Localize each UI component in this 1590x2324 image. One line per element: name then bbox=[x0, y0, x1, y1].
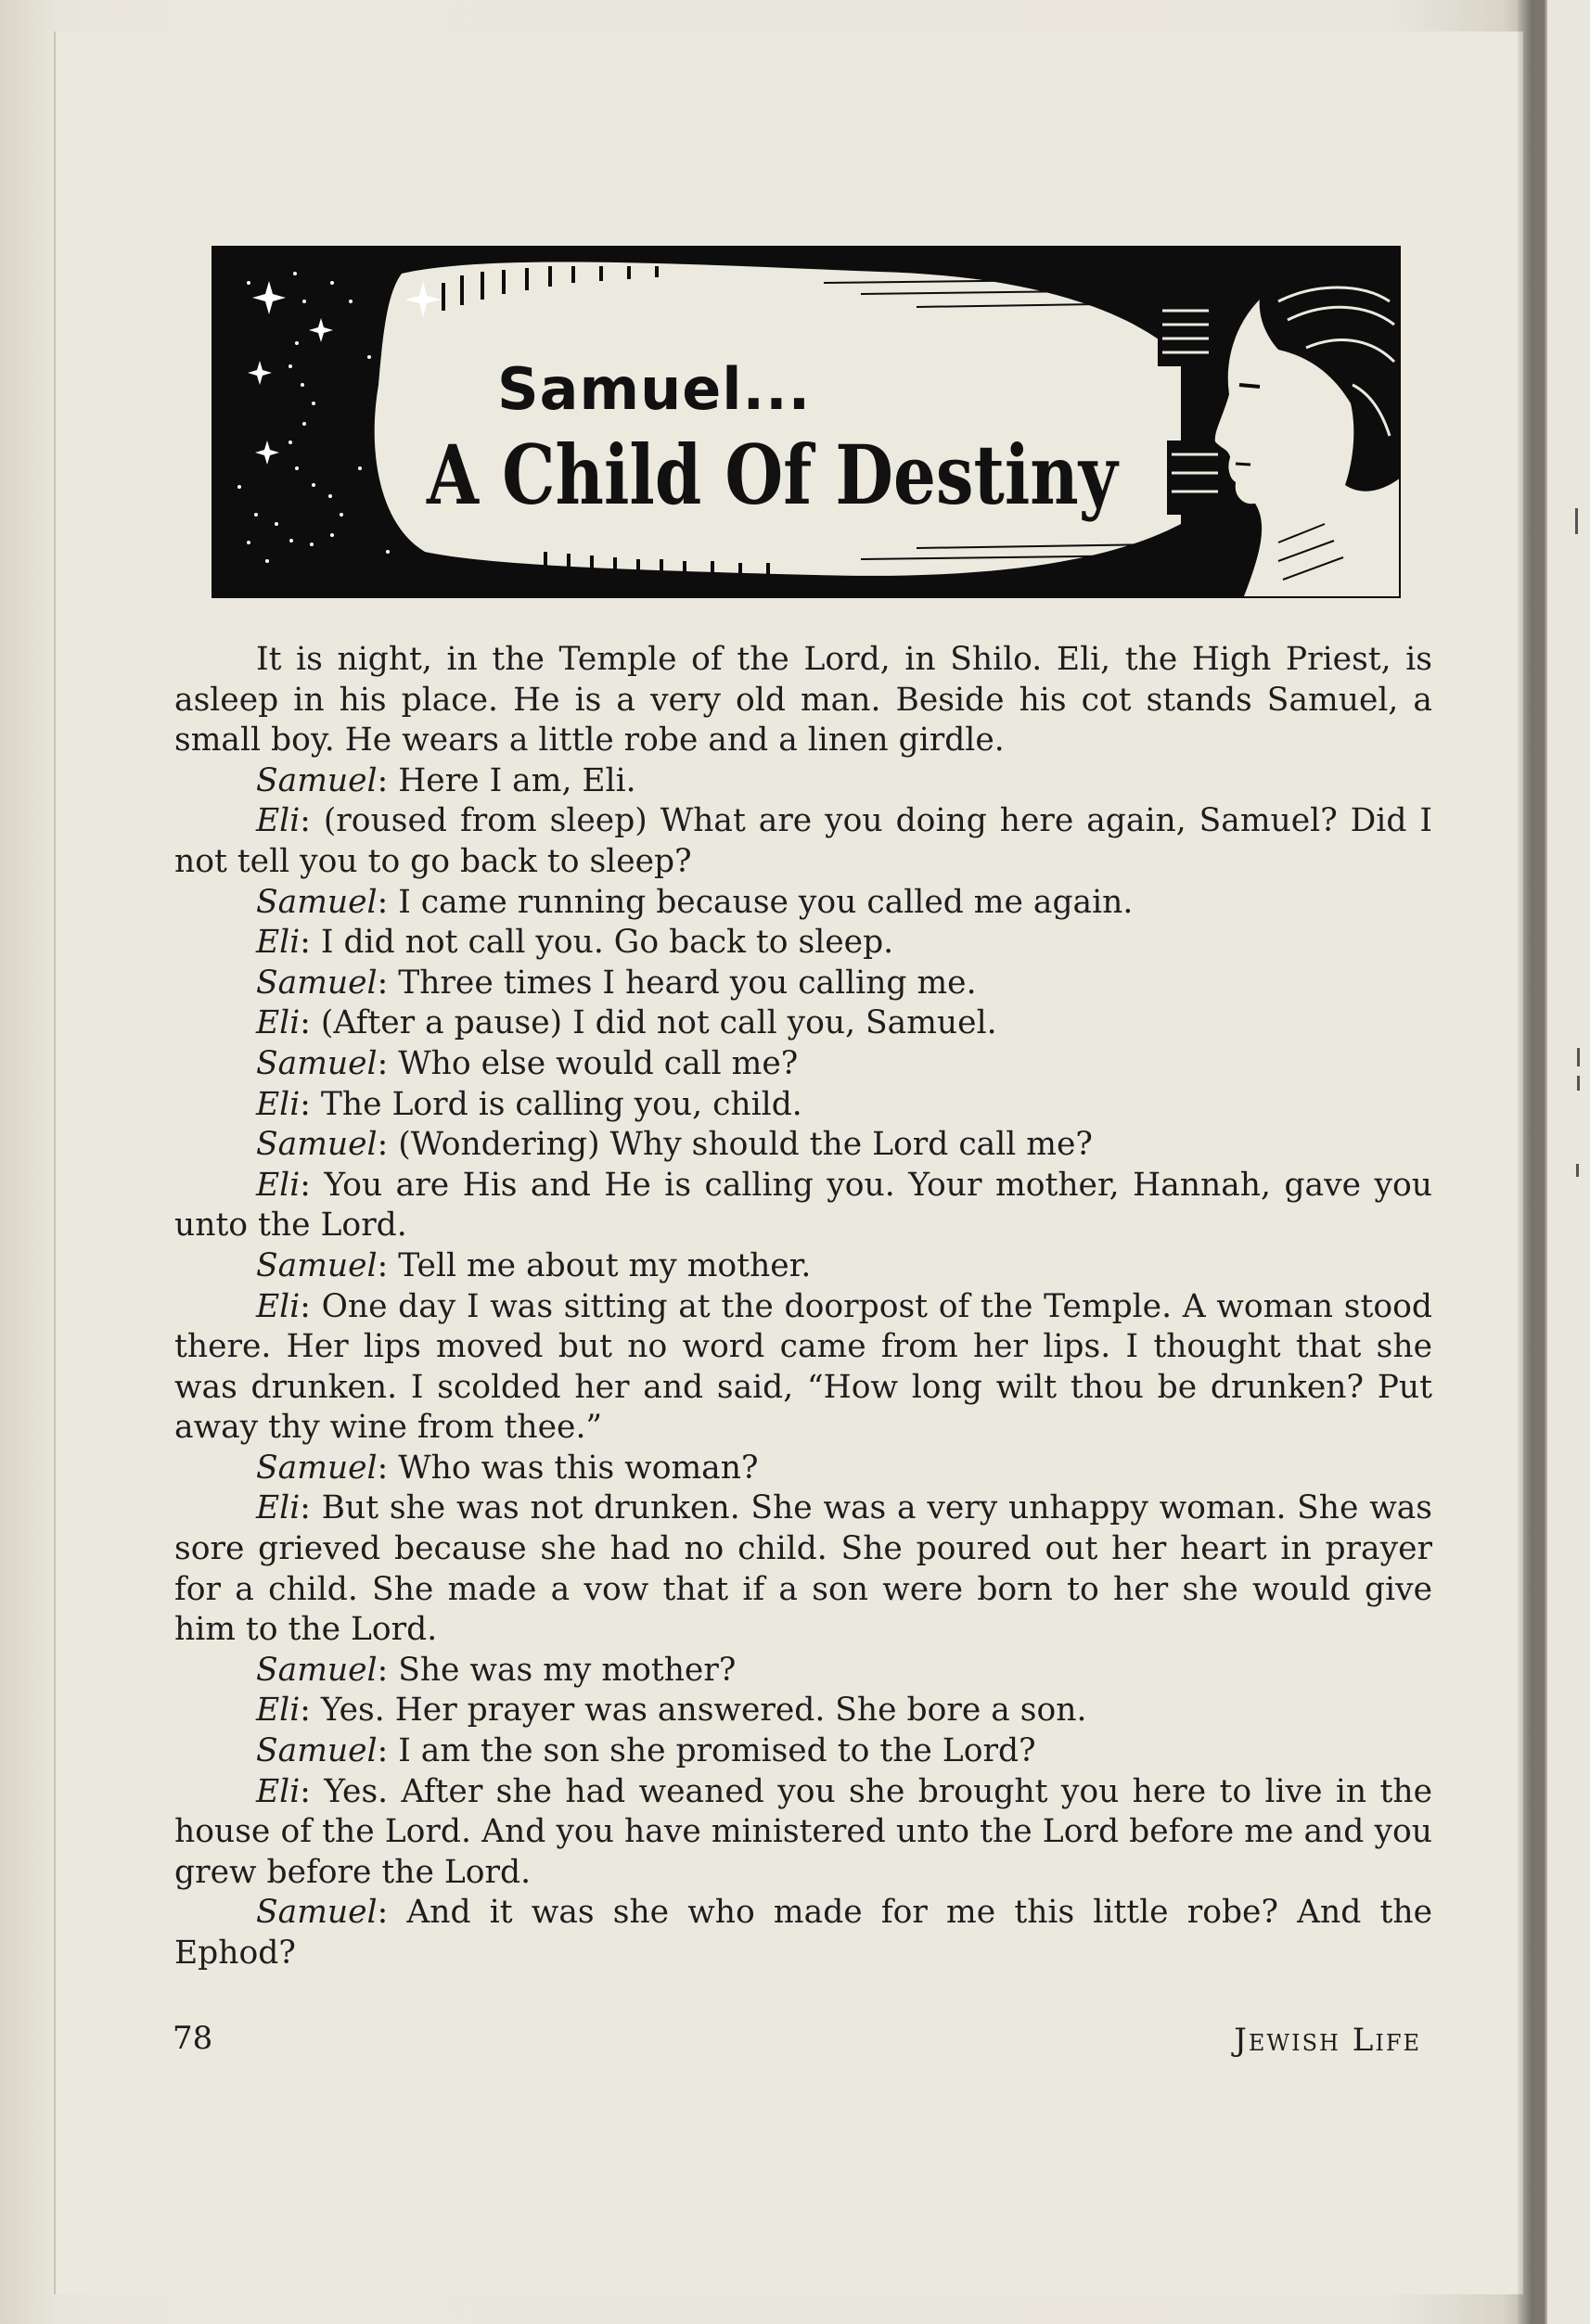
speaker-name: Eli bbox=[256, 1166, 301, 1204]
dialogue-line: Eli: Yes. Her prayer was answered. She bore a son. bbox=[256, 1692, 1087, 1730]
dialogue-text: (roused from sleep) What are you doing here again, Samuel? Did I not tell you to go back to sleep? bbox=[174, 802, 1433, 880]
dialogue-text: Three times I heard you calling me. bbox=[398, 964, 977, 1002]
speaker-name: Eli bbox=[256, 1489, 301, 1527]
dialogue-text: Who was this woman? bbox=[398, 1449, 759, 1487]
spine-shadow bbox=[1518, 0, 1545, 2324]
speaker-name: Samuel bbox=[256, 1651, 378, 1689]
dialogue-text: And it was she who made for me this little robe? And the Ephod? bbox=[174, 1894, 1432, 1972]
dialogue-line: Samuel: Three times I heard you calling me. bbox=[256, 964, 977, 1002]
dialogue-text: I did not call you. Go back to sleep. bbox=[320, 924, 894, 962]
dialogue-text: Who else would call me? bbox=[398, 1044, 799, 1082]
speaker-name: Eli bbox=[256, 1004, 301, 1042]
dialogue-line: Samuel: (Wondering) Why should the Lord call me? bbox=[256, 1126, 1093, 1164]
dialogue-text: I am the son she promised to the Lord? bbox=[398, 1732, 1036, 1770]
speaker-name: Samuel bbox=[256, 883, 378, 921]
speaker-name: Samuel bbox=[256, 1126, 378, 1164]
article-body bbox=[174, 640, 1432, 1974]
dialogue-line: Eli: But she was not drunken. She was a very unhappy woman. She was sore grieved because she had no child. She poured out her heart in prayer for a child. She made a vow that if a son were born to her she would give him to the Lord. bbox=[174, 1489, 1432, 1649]
dialogue-line: Samuel: Who else would call me? bbox=[256, 1044, 799, 1082]
dialogue-text: The Lord is calling you, child. bbox=[320, 1085, 802, 1123]
dialogue-line: Samuel: She was my mother? bbox=[256, 1651, 737, 1689]
dialogue-text: Yes. After she had weaned you she brought you here to live in the house of the Lord. And you have ministered unto the Lord before me and you grew before the Lord. bbox=[174, 1772, 1432, 1891]
dialogue-text: (After a pause) I did not call you, Samuel. bbox=[320, 1004, 997, 1042]
speaker-name: Eli bbox=[256, 1692, 301, 1730]
dialogue-line: Samuel: I came running because you called me again. bbox=[256, 883, 1134, 921]
dialogue-line: Eli: Yes. After she had weaned you she brought you here to live in the house of the Lord. And you have ministered unto the Lord before me and you grew before the Lord. bbox=[174, 1772, 1432, 1891]
intro-paragraph: It is night, in the Temple of the Lord, in Shilo. Eli, the High Priest, is asleep in his place. He is a very old man. Beside his cot stands Samuel, a small boy. He wears a little robe and a linen girdle. bbox=[174, 641, 1432, 760]
speaker-name: Samuel bbox=[256, 964, 378, 1002]
speaker-name: Samuel bbox=[256, 1732, 378, 1770]
title-banner bbox=[212, 246, 1401, 598]
page-number: 78 bbox=[173, 2020, 213, 2057]
speaker-name: Eli bbox=[256, 802, 301, 840]
dialogue-line: Eli: One day I was sitting at the doorpost of the Temple. A woman stood there. Her lips moved but no word came from her lips. I thought that she was drunken. I scolded her and said, “How long wilt thou be drunken? Put away thy wine from thee.” bbox=[174, 1287, 1432, 1447]
dialogue-text: Here I am, Eli. bbox=[398, 761, 636, 799]
publication-name: Jewish Life bbox=[1234, 2022, 1421, 2059]
dialogue-text: Tell me about my mother. bbox=[398, 1246, 812, 1284]
speaker-name: Samuel bbox=[256, 1044, 378, 1082]
speaker-name: Samuel bbox=[256, 1246, 378, 1284]
dialogue-text: I came running because you called me again. bbox=[398, 883, 1134, 921]
dialogue-line: Samuel: And it was she who made for me this little robe? And the Ephod? bbox=[174, 1894, 1432, 1972]
dialogue-text: You are His and He is calling you. Your mother, Hannah, gave you unto the Lord. bbox=[174, 1166, 1432, 1245]
speaker-name: Samuel bbox=[256, 1894, 378, 1932]
dialogue-text: Yes. Her prayer was answered. She bore a son. bbox=[320, 1692, 1087, 1730]
speaker-name: Eli bbox=[256, 1772, 301, 1810]
speaker-name: Samuel bbox=[256, 761, 378, 799]
dialogue-line: Samuel: Here I am, Eli. bbox=[256, 761, 636, 799]
title-line-1: Samuel... bbox=[497, 355, 812, 423]
dialogue-text: She was my mother? bbox=[398, 1651, 737, 1689]
dialogue-line: Eli: (After a pause) I did not call you, Samuel. bbox=[256, 1004, 997, 1042]
speaker-name: Eli bbox=[256, 1287, 301, 1325]
dialogue-line: Eli: I did not call you. Go back to sleep. bbox=[256, 924, 894, 962]
dialogue-text: One day I was sitting at the doorpost of the Temple. A woman stood there. Her lips moved but no word came from her lips. I thought that she was drunken. I scolded her and said, “How long wilt thou be drunken? Put away thy wine from thee.” bbox=[174, 1287, 1432, 1447]
speaker-name: Samuel bbox=[256, 1449, 378, 1487]
dialogue-line: Eli: You are His and He is calling you. Your mother, Hannah, gave you unto the Lord. bbox=[174, 1166, 1432, 1245]
adjacent-page-edge bbox=[1547, 0, 1590, 2324]
speaker-name: Eli bbox=[256, 924, 301, 962]
dialogue-line: Samuel: Tell me about my mother. bbox=[256, 1246, 812, 1284]
dialogue-line: Samuel: Who was this woman? bbox=[256, 1449, 759, 1487]
dialogue-line: Eli: The Lord is calling you, child. bbox=[256, 1085, 802, 1123]
dialogue-text: But she was not drunken. She was a very unhappy woman. She was sore grieved because she had no child. She poured out her heart in prayer for a child. She made a vow that if a son were born to her she would give him to the Lord. bbox=[174, 1489, 1432, 1649]
dialogue-text: (Wondering) Why should the Lord call me? bbox=[398, 1126, 1093, 1164]
dialogue-line: Samuel: I am the son she promised to the Lord? bbox=[256, 1732, 1036, 1770]
title-line-2: A Child Of Destiny bbox=[427, 427, 1118, 523]
speaker-name: Eli bbox=[256, 1085, 301, 1123]
dialogue-line: Eli: (roused from sleep) What are you doing here again, Samuel? Did I not tell you to go back to sleep? bbox=[174, 802, 1433, 880]
